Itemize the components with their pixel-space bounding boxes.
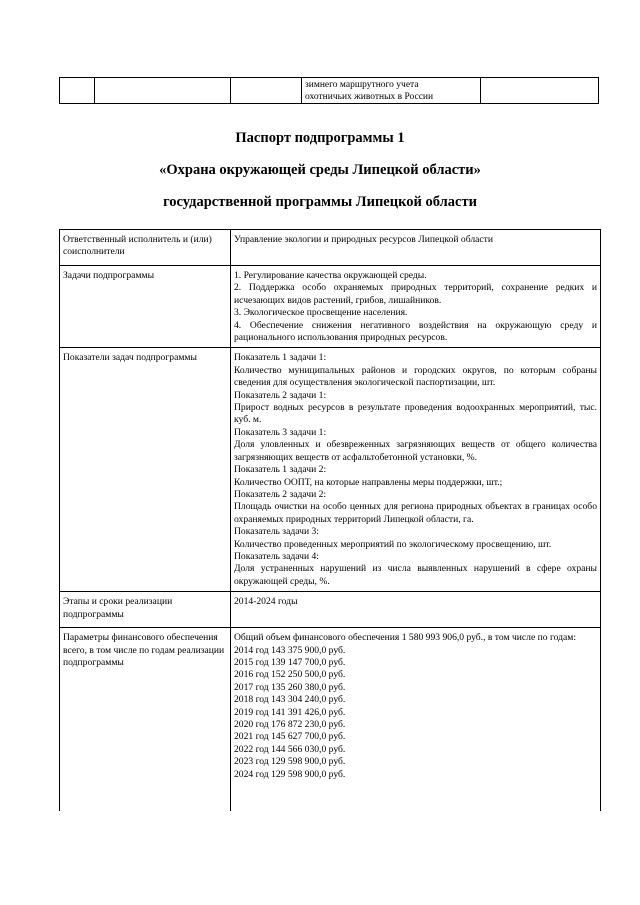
list-item: 2015 год 139 147 700,0 руб. (234, 656, 346, 668)
list-item: 2022 год 144 566 030,0 руб. (234, 743, 346, 755)
list-item: 2014 год 143 375 900,0 руб. (234, 644, 346, 656)
list-item: 2021 год 145 627 700,0 руб. (234, 731, 346, 743)
responsible-label: Ответственный исполнитель и (или) соисполнители (60, 230, 231, 266)
indicators-value (231, 348, 601, 592)
table-cell (481, 78, 599, 104)
table-row (60, 592, 601, 628)
text-line: зимнего маршрутного учета (305, 80, 419, 90)
list-item: 2023 год 129 598 900,0 руб. (234, 756, 346, 768)
list-item: Показатель задачи 4: (234, 550, 319, 562)
list-item: 2017 год 135 260 380,0 руб. (234, 681, 346, 693)
list-item: Площадь очистки на особо ценных для региона природных объектах в границах особо охраняемых природных территорий Липецкой области, га. (234, 501, 597, 525)
list-item: Количество проведенных мероприятий по экологическому просвещению, шт. (234, 538, 552, 550)
stages-label: Этапы и сроки реализации подпрограммы (60, 592, 231, 628)
list-item: 2019 год 141 391 426,0 руб. (234, 706, 346, 718)
list-item: Количество муниципальных районов и городских округов, по которым собраны сведения для осуществления экологической паспортизации, шт. (234, 364, 597, 389)
indicators-label: Показатели задач подпрограммы (60, 348, 231, 592)
list-item: 2. Поддержка особо охраняемых природных территорий, сохранение редких и исчезающих видов растений, грибов, лишайников. (234, 282, 597, 306)
list-item: Показатель 2 задачи 2: (234, 488, 327, 500)
list-item: Показатель задачи 3: (234, 526, 319, 538)
list-item: Количество ООПТ, на которые направлены меры поддержки, шт.; (234, 476, 503, 488)
list-item: Показатель 1 задачи 2: (234, 464, 327, 476)
list-item: Показатель 1 задачи 1: (234, 352, 327, 364)
list-item: Доля уловленных и обезвреженных загрязняющих веществ от общего количества загрязняющих веществ от асфальтобетонной установки, %. (234, 439, 597, 463)
responsible-value: Управление экологии и природных ресурсов Липецкой области (231, 230, 601, 266)
table-row (60, 78, 599, 104)
finance-value (231, 628, 601, 812)
page-subtitle: «Охрана окружающей среды Липецкой области» (159, 162, 481, 178)
page-subtitle-2: государственной программы Липецкой области (163, 194, 477, 210)
list-item: 2020 год 176 872 230,0 руб. (234, 719, 346, 730)
finance-intro: Общий объем финансового обеспечения 1 580 993 906,0 руб., в том числе по годам: (234, 632, 577, 644)
stages-value: 2014-2024 годы (231, 592, 601, 628)
table-row (60, 628, 601, 812)
tasks-value (231, 266, 601, 348)
list-item: 3. Экологическое просвещение населения. (234, 307, 408, 319)
list-item: 2018 год 143 304 240,0 руб. (234, 694, 346, 706)
page-title: Паспорт подпрограммы 1 (235, 130, 405, 146)
list-item: 1. Регулирование качества окружающей среды. (234, 270, 427, 281)
table-row (60, 348, 601, 592)
list-item: Доля устраненных нарушений из числа выявленных нарушений в сфере охраны окружающей среды, %. (234, 563, 597, 587)
table-cell (302, 78, 481, 104)
table-row (60, 266, 601, 348)
list-item: Показатель 2 задачи 1: (234, 389, 327, 401)
table-cell (231, 78, 302, 104)
table-cell-text (302, 78, 480, 103)
table-cell (95, 78, 231, 104)
list-item: 2024 год 129 598 900,0 руб. (234, 768, 346, 780)
table-row (60, 230, 601, 266)
tasks-label: Задачи подпрограммы (60, 266, 231, 348)
list-item: 2016 год 152 250 500,0 руб. (234, 669, 346, 681)
table-cell (60, 78, 95, 104)
text-line: охотничьих животных в России (305, 92, 434, 102)
list-item: 4. Обеспечение снижения негативного воздействия на окружающую среду и рационального использования природных ресурсов. (234, 319, 597, 344)
continued-table (59, 77, 599, 104)
passport-table (59, 229, 601, 811)
list-item: Прирост водных ресурсов в результате проведения водоохранных мероприятий, тыс. куб. м. (234, 402, 597, 426)
finance-label: Параметры финансового обеспечения всего, в том числе по годам реализации подпрограммы (60, 628, 231, 812)
list-item: Показатель 3 задачи 1: (234, 426, 327, 438)
